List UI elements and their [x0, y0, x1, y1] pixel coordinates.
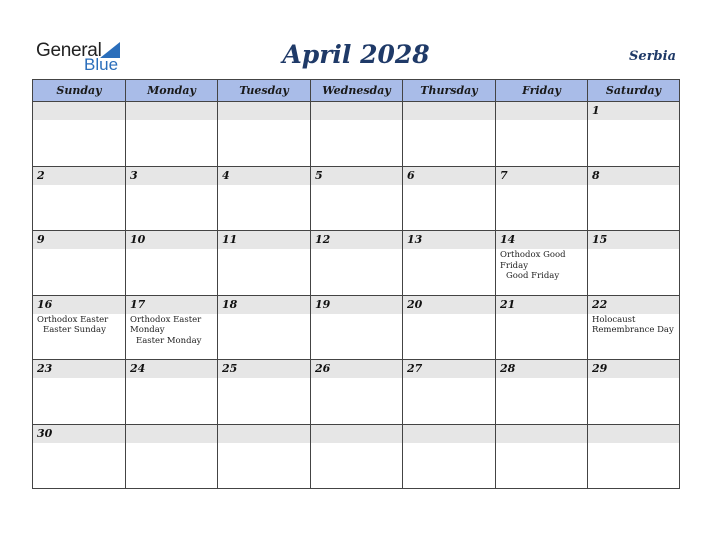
day-cell [218, 102, 311, 167]
day-cell [311, 360, 403, 425]
day-number: 7 [500, 168, 508, 182]
day-cell [218, 296, 311, 361]
day-cell [126, 167, 218, 232]
day-number: 30 [37, 426, 53, 440]
day-number: 26 [315, 362, 331, 375]
holiday-name: Orthodox Easter Monday [130, 314, 202, 335]
holiday-list [130, 315, 215, 347]
day-cell [33, 102, 126, 167]
calendar-grid [32, 79, 680, 489]
holiday-list [500, 250, 585, 282]
day-cell [496, 360, 588, 425]
day-number-band [496, 167, 587, 185]
day-number-band [126, 425, 217, 443]
day-cell [311, 102, 403, 167]
day-number-band [126, 167, 217, 185]
holiday-name: Good Friday [506, 271, 560, 281]
day-number: 20 [407, 297, 423, 311]
day-cell [218, 360, 311, 425]
day-number-band [588, 102, 679, 120]
day-number: 12 [315, 233, 331, 246]
day-number: 2 [37, 168, 45, 182]
day-cell [403, 231, 496, 296]
logo-word-general: General [36, 40, 102, 61]
day-number: 5 [315, 168, 323, 182]
weekday-header-1: Monday [126, 80, 218, 101]
day-number: 15 [592, 233, 608, 246]
weekday-header-0: Sunday [33, 80, 126, 101]
holiday-name: Easter Monday [136, 335, 202, 346]
day-number-band [403, 167, 495, 185]
day-cell [496, 102, 588, 167]
day-cell [311, 425, 403, 490]
day-cell [218, 167, 311, 232]
day-cell [403, 360, 496, 425]
day-cell [588, 296, 679, 361]
holiday-list [37, 315, 123, 336]
day-cell [126, 425, 218, 490]
day-cell [403, 167, 496, 232]
day-cell [126, 231, 218, 296]
day-cell [33, 425, 126, 490]
logo-word-blue: Blue [84, 55, 119, 74]
day-cell [311, 167, 403, 232]
weekday-header-3: Wednesday [311, 80, 403, 101]
day-cell [311, 296, 403, 361]
day-cell [588, 360, 679, 425]
day-number: 17 [130, 297, 146, 311]
day-cell [588, 102, 679, 167]
day-cell [33, 231, 126, 296]
holiday-name: Orthodox Easter [37, 314, 109, 325]
day-number: 18 [222, 297, 238, 311]
day-number: 1 [592, 104, 600, 117]
day-number-band [126, 102, 217, 120]
weekday-header-5: Friday [496, 80, 588, 101]
day-cell [588, 167, 679, 232]
day-number-band [218, 425, 310, 443]
day-number-band [311, 102, 402, 120]
day-cell [218, 231, 311, 296]
day-number-band [403, 102, 495, 120]
day-number-band [33, 231, 125, 249]
day-cell [33, 296, 126, 361]
day-number: 29 [592, 362, 608, 375]
day-number: 11 [222, 233, 238, 246]
day-number: 25 [222, 362, 238, 375]
day-number-band [496, 425, 587, 443]
weekday-header-row [33, 80, 679, 102]
day-number: 9 [37, 233, 45, 246]
day-cell [33, 360, 126, 425]
day-number-band [311, 425, 402, 443]
day-number: 22 [592, 297, 608, 311]
day-cell [126, 360, 218, 425]
day-number: 10 [130, 233, 146, 246]
day-number: 4 [222, 168, 230, 182]
day-number-band [496, 102, 587, 120]
day-number: 14 [500, 233, 516, 246]
weekday-header-2: Tuesday [218, 80, 311, 101]
day-number-band [218, 167, 310, 185]
day-cell [218, 425, 311, 490]
day-cell [403, 102, 496, 167]
day-cell [311, 231, 403, 296]
calendar-title: April 2028 [282, 40, 430, 69]
day-number-band [311, 167, 402, 185]
country-label: Serbia [629, 49, 676, 64]
weekday-header-4: Thursday [403, 80, 496, 101]
day-number: 8 [592, 168, 600, 182]
day-cell [496, 425, 588, 490]
day-number-band [588, 167, 679, 185]
day-number: 13 [407, 233, 423, 246]
day-number: 19 [315, 297, 331, 311]
day-number-band [588, 425, 679, 443]
day-cell [403, 425, 496, 490]
day-number: 28 [500, 362, 516, 375]
holiday-name: Orthodox Good Friday [500, 250, 566, 271]
day-number: 3 [130, 168, 138, 182]
holiday-name: Easter Sunday [43, 325, 106, 335]
day-cell [588, 425, 679, 490]
day-number: 21 [500, 297, 516, 311]
day-number-band [403, 425, 495, 443]
day-number: 16 [37, 297, 53, 311]
holiday-name: Holocaust Remembrance Day [592, 314, 674, 335]
day-cell [496, 167, 588, 232]
day-number: 6 [407, 168, 415, 182]
weekday-header-6: Saturday [605, 84, 662, 97]
day-cell [496, 296, 588, 361]
day-cell [496, 231, 588, 296]
day-cell [588, 231, 679, 296]
holiday-list [592, 315, 677, 336]
day-cell [403, 296, 496, 361]
day-number: 24 [130, 362, 146, 375]
day-number-band [218, 102, 310, 120]
day-cell [126, 102, 218, 167]
day-number-band [33, 102, 125, 120]
day-number: 27 [407, 362, 423, 375]
day-cell [126, 296, 218, 361]
day-number-band [33, 167, 125, 185]
day-cell [33, 167, 126, 232]
day-number: 23 [37, 362, 53, 375]
